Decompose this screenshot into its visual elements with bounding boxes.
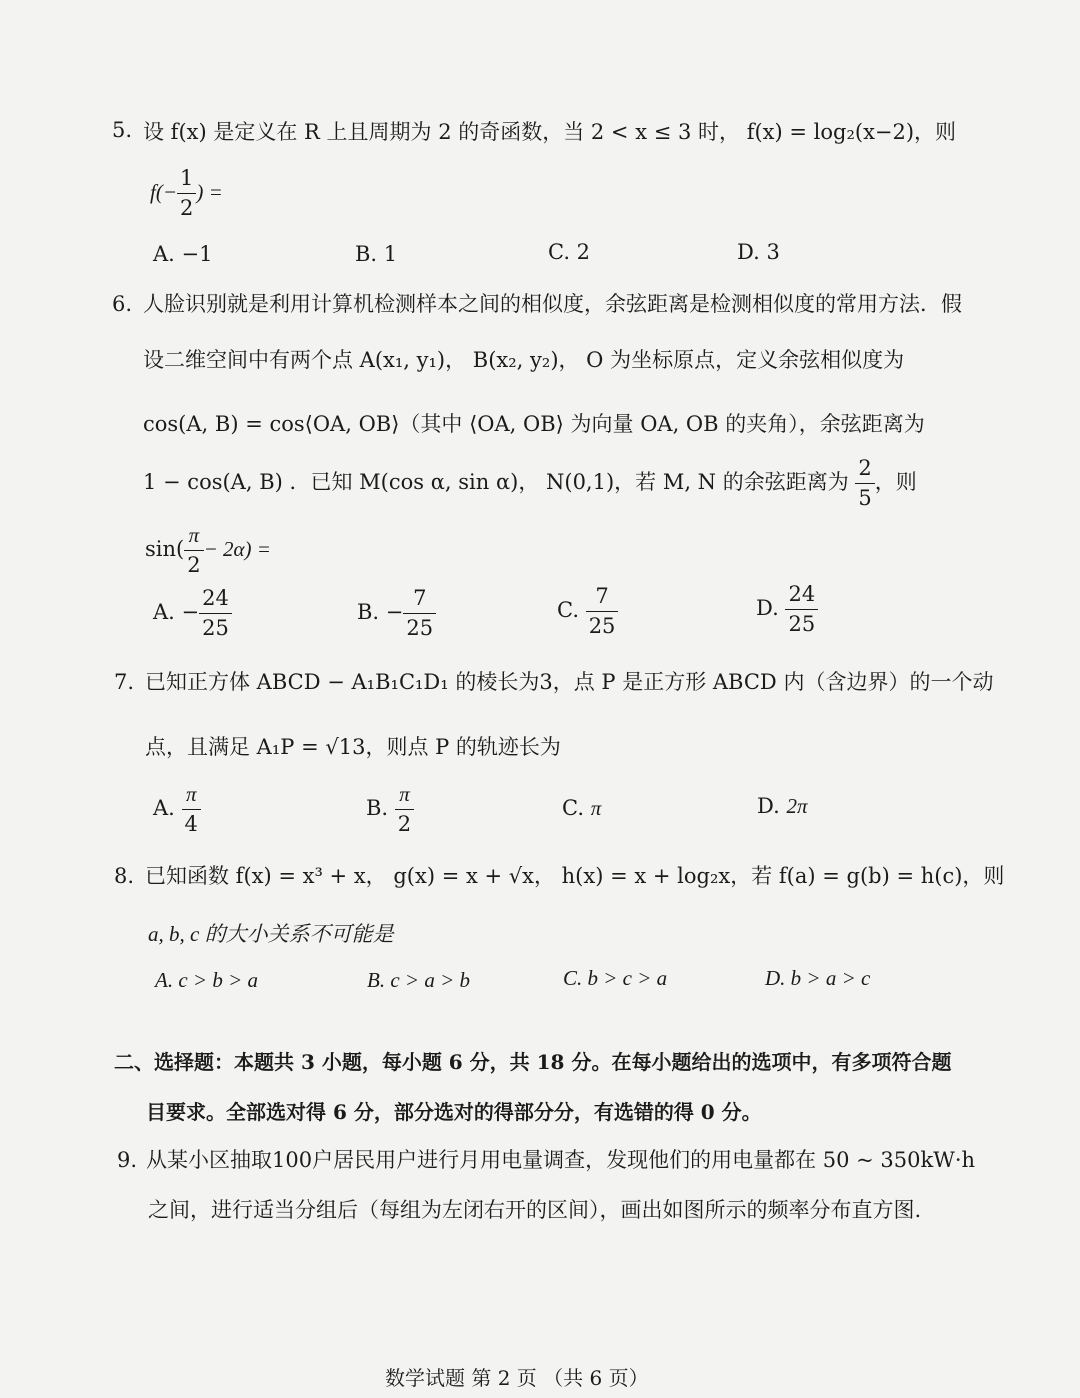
q8-line1: 已知函数 f(x) = x³ + x， g(x) = x + √x， h(x) = x + log₂x，若 f(a) = g(b) = h(c)，则 bbox=[145, 864, 1005, 888]
q6-line4-numerator: 2 bbox=[855, 458, 874, 484]
q6-option-a-sign: − bbox=[181, 600, 200, 624]
q6-line2: 设二维空间中有两个点 A(x₁, y₁)， B(x₂, y₂)， O 为坐标原点，定义余弦相似度为 bbox=[143, 348, 905, 372]
q6-option-d bbox=[756, 584, 818, 635]
q7-option-c bbox=[562, 796, 601, 821]
q7-option-c-value: π bbox=[590, 796, 602, 820]
q6-option-d-fraction bbox=[785, 584, 818, 635]
q5-expr-suffix: ) = bbox=[196, 180, 223, 204]
q7-option-b bbox=[366, 784, 414, 835]
q5-option-d: D. 3 bbox=[737, 240, 780, 264]
q7-option-d bbox=[757, 794, 807, 819]
q8-line2: a, b, c 的大小关系不可能是 bbox=[148, 922, 394, 946]
q6-option-a bbox=[153, 588, 232, 639]
q6-expr-prefix: sin( bbox=[145, 537, 185, 561]
q7-option-d-value: 2π bbox=[786, 794, 808, 818]
q5-option-a: A. −1 bbox=[153, 242, 213, 266]
q6-expr-numerator: π bbox=[184, 525, 203, 551]
q6-line1: 人脸识别就是利用计算机检测样本之间的相似度，余弦距离是检测相似度的常用方法．假 bbox=[143, 292, 962, 316]
q6-option-d-denominator: 25 bbox=[788, 612, 816, 636]
q7-option-a-numerator: π bbox=[182, 784, 201, 810]
page-footer: 数学试题 第 2 页 （共 6 页） bbox=[385, 1366, 649, 1390]
q6-option-b-numerator: 7 bbox=[403, 588, 436, 614]
q7-option-d-label: D. bbox=[757, 794, 780, 818]
q5-expr-denominator: 2 bbox=[180, 196, 194, 220]
q6-expr-suffix: − 2α) = bbox=[203, 537, 271, 561]
q5-expr-numerator: 1 bbox=[177, 168, 196, 194]
q6-option-c-numerator: 7 bbox=[586, 586, 619, 612]
q9-line2: 之间，进行适当分组后（每组为左闭右开的区间），画出如图所示的频率分布直方图. bbox=[148, 1198, 922, 1222]
q6-line4-suffix: ，则 bbox=[874, 470, 917, 494]
q6-expr-denominator: 2 bbox=[187, 553, 201, 577]
q6-line4-text: 1 − cos(A, B) ．已知 M(cos α, sin α)， N(0,1)，若 M, N 的余弦距离为 bbox=[143, 470, 849, 494]
q6-option-c-fraction bbox=[586, 586, 619, 637]
q7-option-a-denominator: 4 bbox=[184, 812, 198, 836]
q8-option-a: A. c > b > a bbox=[155, 968, 258, 992]
q6-line4-denominator: 5 bbox=[858, 486, 872, 510]
q5-line1: 设 f(x) 是定义在 R 上且周期为 2 的奇函数，当 2 < x ≤ 3 时， f(x) = log₂(x−2)，则 bbox=[143, 120, 957, 144]
section2-heading-line2: 目要求。全部选对得 6 分，部分选对的得部分分，有选错的得 0 分。 bbox=[146, 1100, 762, 1124]
q6-option-c-denominator: 25 bbox=[588, 614, 616, 638]
q6-option-c-label: C. bbox=[557, 598, 579, 622]
q6-option-d-label: D. bbox=[756, 596, 779, 620]
q7-option-a bbox=[153, 784, 201, 835]
q8-option-c: C. b > c > a bbox=[563, 966, 668, 990]
q6-option-b-denominator: 25 bbox=[406, 616, 434, 640]
q5-number: 5. bbox=[112, 118, 133, 142]
q7-option-b-fraction bbox=[395, 784, 414, 835]
q5-expr-prefix: f(− bbox=[150, 180, 177, 204]
q6-option-b-label: B. bbox=[357, 600, 380, 624]
q8-number: 8. bbox=[114, 864, 135, 888]
q7-option-c-label: C. bbox=[562, 796, 584, 820]
q8-option-d: D. b > a > c bbox=[765, 966, 871, 990]
q9-line1: 从某小区抽取100户居民用户进行月用电量调查，发现他们的用电量都在 50 ~ 350kW·h bbox=[146, 1148, 976, 1172]
q5-expression bbox=[150, 168, 223, 219]
q7-option-b-numerator: π bbox=[395, 784, 414, 810]
q8-option-b: B. c > a > b bbox=[367, 968, 470, 992]
q6-expression bbox=[145, 525, 271, 576]
q7-option-a-fraction bbox=[182, 784, 201, 835]
q7-option-a-label: A. bbox=[153, 796, 175, 820]
section2-heading-line1: 二、选择题：本题共 3 小题，每小题 6 分，共 18 分。在每小题给出的选项中，有多项符合题 bbox=[114, 1050, 952, 1074]
q6-line3: cos(A, B) = cos⟨OA, OB⟩（其中 ⟨OA, OB⟩ 为向量 OA, OB 的夹角），余弦距离为 bbox=[143, 412, 925, 436]
q6-line4 bbox=[143, 458, 917, 509]
q6-option-a-fraction bbox=[199, 588, 232, 639]
q6-option-a-denominator: 25 bbox=[202, 616, 229, 640]
q7-line1: 已知正方体 ABCD − A₁B₁C₁D₁ 的棱长为3，点 P 是正方形 ABCD 内（含边界）的一个动 bbox=[145, 670, 994, 694]
q6-expr-fraction bbox=[184, 525, 203, 576]
q5-option-b: B. 1 bbox=[355, 242, 398, 266]
q6-option-c bbox=[557, 586, 618, 637]
q6-number: 6. bbox=[112, 292, 133, 316]
q6-line4-fraction bbox=[855, 458, 874, 509]
q6-option-a-numerator: 24 bbox=[199, 588, 232, 614]
q7-option-b-denominator: 2 bbox=[397, 812, 412, 836]
q9-number: 9. bbox=[117, 1148, 138, 1172]
q6-option-d-numerator: 24 bbox=[785, 584, 818, 610]
q7-number: 7. bbox=[114, 670, 135, 694]
q6-option-a-label: A. bbox=[153, 600, 175, 624]
q6-option-b bbox=[357, 588, 436, 639]
q6-option-b-fraction bbox=[403, 588, 436, 639]
q7-option-b-label: B. bbox=[366, 796, 389, 820]
q6-option-b-sign: − bbox=[385, 600, 404, 624]
q7-line2: 点，且满足 A₁P = √13，则点 P 的轨迹长为 bbox=[145, 735, 561, 759]
q5-option-c: C. 2 bbox=[548, 240, 591, 264]
q5-expr-fraction bbox=[177, 168, 196, 219]
